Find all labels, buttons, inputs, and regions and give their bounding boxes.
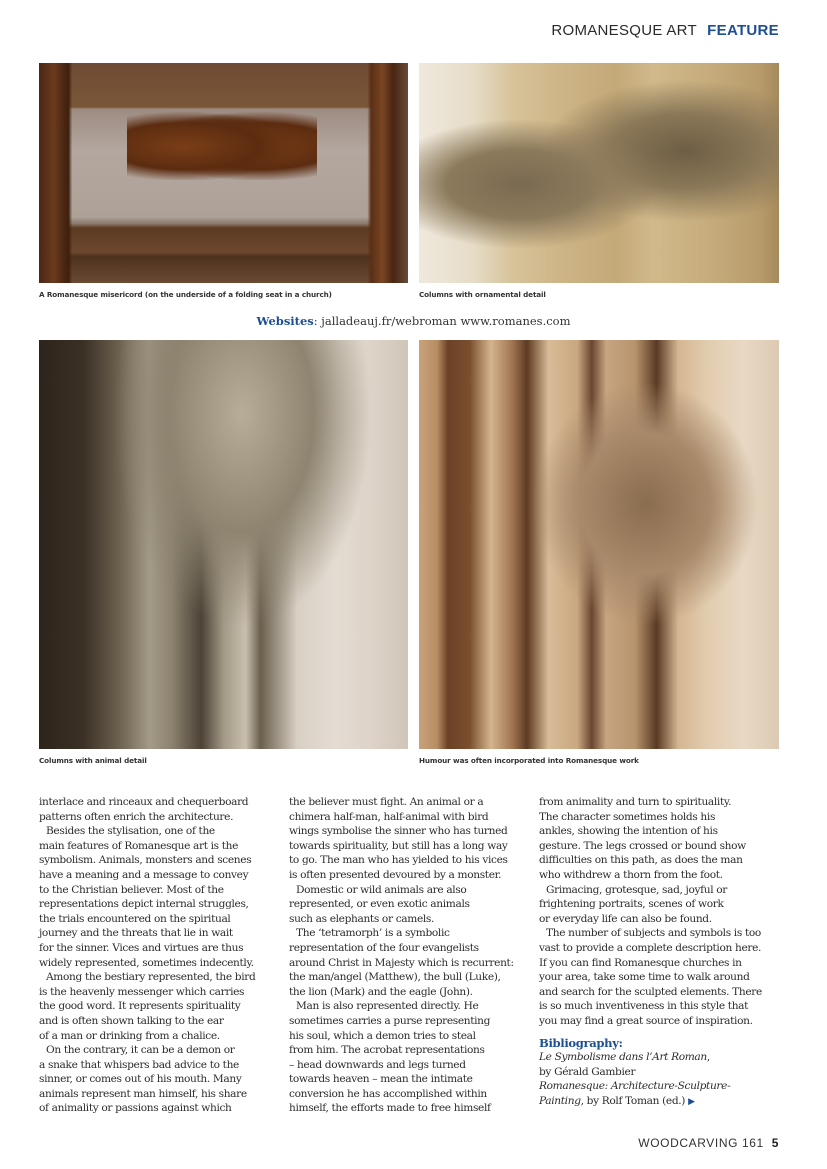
feature-label: FEATURE	[707, 22, 779, 39]
body-line: gesture. The legs crossed or bound show	[539, 839, 746, 852]
page-number: 5	[771, 1136, 779, 1150]
body-line: chimera half-man, half-animal with bird	[289, 810, 489, 823]
body-column-3	[539, 795, 784, 1109]
folio	[638, 1136, 779, 1150]
body-line: conversion he has accomplished within	[289, 1087, 487, 1100]
body-line: animals represent man himself, his share	[39, 1087, 247, 1100]
magazine-issue: WOODCARVING 161	[638, 1136, 764, 1150]
body-line: Man is also represented directly. He	[296, 1000, 479, 1013]
body-line: widely represented, sometimes indecently.	[39, 956, 254, 969]
body-line: towards spirituality, but still has a long way	[289, 839, 508, 852]
body-line: or everyday life can also be found.	[539, 912, 712, 925]
photo-humour-figure	[419, 340, 779, 749]
body-line: towards heaven – mean the intimate	[289, 1073, 473, 1086]
body-line: ankles, showing the intention of his	[539, 825, 718, 838]
body-line: Besides the stylisation, one of the	[46, 825, 215, 838]
websites-separator: :	[313, 314, 322, 328]
body-line: On the contrary, it can be a demon or	[46, 1044, 235, 1057]
body-line: frightening portraits, scenes of work	[539, 898, 724, 911]
running-head	[551, 22, 779, 39]
body-column-2	[289, 795, 531, 1116]
body-line: you may find a great source of inspiration.	[539, 1014, 753, 1027]
body-line: The ‘tetramorph’ is a symbolic	[296, 927, 450, 940]
body-line: representations depict internal struggles,	[39, 898, 249, 911]
bibliography-entry-2	[539, 1094, 784, 1110]
carving-detail	[127, 105, 317, 180]
body-line: is so much inventiveness in this style that	[539, 1000, 749, 1013]
body-line: the good word. It represents spirituality	[39, 1000, 241, 1013]
photo-ornamental-columns	[419, 63, 779, 283]
body-line: difficulties on this path, as does the man	[539, 854, 743, 867]
bib-title-2b: Painting	[539, 1094, 581, 1107]
bibliography-heading: Bibliography:	[539, 1035, 623, 1050]
body-line: symbolism. Animals, monsters and scenes	[39, 854, 252, 867]
end-mark-icon: ▶	[688, 1096, 695, 1107]
body-line: Grimacing, grotesque, sad, joyful or	[546, 883, 727, 896]
body-line: patterns often enrich the architecture.	[39, 810, 234, 823]
body-column-3-text	[539, 795, 784, 1029]
body-line: main features of Romanesque art is the	[39, 839, 239, 852]
body-line: sinner, or comes out of his mouth. Many	[39, 1073, 242, 1086]
body-line: of a man or drinking from a chalice.	[39, 1029, 220, 1042]
bib-author-2: , by Rolf Toman (ed.)	[580, 1094, 686, 1107]
body-line: is the heavenly messenger which carries	[39, 985, 245, 998]
body-line: wings symbolise the sinner who has turned	[289, 825, 508, 838]
bibliography-author-1: by Gérald Gambier	[539, 1065, 636, 1078]
body-line: the lion (Mark) and the eagle (John).	[289, 985, 473, 998]
body-line: Domestic or wild animals are also	[296, 883, 467, 896]
body-line: is often presented devoured by a monster.	[289, 868, 502, 881]
section-title: ROMANESQUE ART	[551, 22, 697, 39]
body-line: the believer must fight. An animal or a	[289, 796, 484, 808]
body-line: around Christ in Majesty which is recurrent:	[289, 956, 514, 969]
bib-title-2a: Romanesque: Architecture-Sculpture-	[539, 1080, 731, 1093]
websites-label: Websites	[256, 314, 314, 328]
body-line: Among the bestiary represented, the bird	[46, 971, 256, 984]
body-line: his soul, which a demon tries to steal	[289, 1029, 476, 1042]
body-line: vast to provide a complete description here.	[539, 941, 762, 954]
body-line: and search for the sculpted elements. There	[539, 985, 762, 998]
body-line: from him. The acrobat representations	[289, 1044, 485, 1057]
body-line: such as elephants or camels.	[289, 912, 434, 925]
body-line: to the Christian believer. Most of the	[39, 883, 224, 896]
caption-animal-columns: Columns with animal detail	[39, 756, 147, 765]
body-line: The character sometimes holds his	[539, 810, 716, 823]
body-line: to go. The man who has yielded to his vices	[289, 854, 508, 867]
body-line: for the sinner. Vices and virtues are thus	[39, 941, 244, 954]
photo-misericord	[39, 63, 408, 283]
body-line: journey and the threats that lie in wait	[39, 927, 233, 940]
body-line: If you can find Romanesque churches in	[539, 956, 742, 969]
body-line: and is often shown talking to the ear	[39, 1014, 224, 1027]
websites-links[interactable]: jalladeauj.fr/webroman www.romanes.com	[321, 314, 571, 328]
body-line: from animality and turn to spirituality.	[539, 796, 732, 808]
bibliography-entry-1: Le Symbolisme dans l’Art Roman,	[539, 1051, 710, 1064]
body-line: who withdrew a thorn from the foot.	[539, 868, 723, 881]
body-line: – head downwards and legs turned	[289, 1058, 466, 1071]
body-line: of animality or passions against which	[39, 1102, 232, 1115]
body-column-1	[39, 795, 279, 1116]
body-line: represented, or even exotic animals	[289, 898, 470, 911]
body-line: representation of the four evangelists	[289, 941, 479, 954]
caption-ornamental-columns: Columns with ornamental detail	[419, 290, 546, 299]
caption-humour-figure: Humour was often incorporated into Romanesque work	[419, 756, 639, 765]
websites-line	[0, 314, 827, 328]
body-line: a snake that whispers bad advice to the	[39, 1058, 239, 1071]
body-line: have a meaning and a message to convey	[39, 868, 249, 881]
body-line: your area, take some time to walk around	[539, 971, 750, 984]
bib-title-1: Le Symbolisme dans l’Art Roman	[539, 1051, 707, 1064]
body-line: The number of subjects and symbols is too	[546, 927, 761, 940]
caption-misericord: A Romanesque misericord (on the underside of a folding seat in a church)	[39, 290, 332, 299]
body-line: sometimes carries a purse representing	[289, 1014, 491, 1027]
body-line: interlace and rinceaux and chequerboard	[39, 796, 249, 808]
photo-animal-columns	[39, 340, 408, 749]
body-line: the trials encountered on the spiritual	[39, 912, 231, 925]
body-line: himself, the efforts made to free himself	[289, 1102, 491, 1115]
body-line: the man/angel (Matthew), the bull (Luke),	[289, 971, 501, 984]
